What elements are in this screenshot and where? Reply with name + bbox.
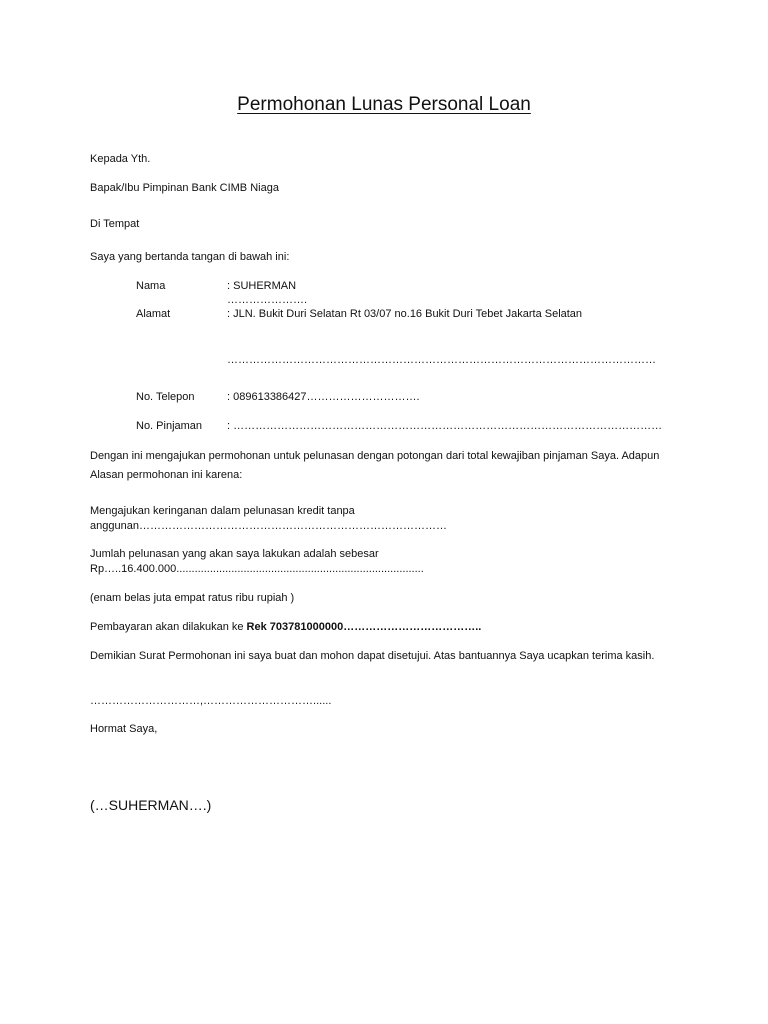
amount-line-2: Rp…..16.400.000................................................................................. (90, 563, 424, 575)
payment-prefix: Pembayaran akan dilakukan ke (90, 621, 247, 633)
alamat-dots: ……………………………………………………………………………………………………… (227, 354, 656, 366)
telepon-label: No. Telepon (136, 391, 195, 403)
body-line-2: Alasan permohonan ini karena: (90, 469, 243, 481)
nama-label: Nama (136, 280, 166, 292)
amount-line-1: Jumlah pelunasan yang akan saya lakukan adalah sebesar (90, 548, 379, 560)
nama-dots: …………………. (227, 294, 308, 306)
nama-value: : SUHERMAN (227, 280, 297, 292)
place-date-line: …………………………,…………………………...... (90, 695, 332, 707)
amount-in-words: (enam belas juta empat ratus ribu rupiah ) (90, 592, 295, 604)
reason-line-2: anggunan………………………………………………………………………… (90, 520, 447, 532)
signature-name: (…SUHERMAN….) (90, 797, 212, 813)
telepon-value: : 089613386427…………………………. (227, 391, 420, 403)
pinjaman-value: : ……………………………………………………………………………………………………… (227, 420, 663, 432)
alamat-label: Alamat (136, 308, 171, 320)
regards: Hormat Saya, (90, 723, 158, 735)
recipient: Bapak/Ibu Pimpinan Bank CIMB Niaga (90, 182, 279, 194)
place: Di Tempat (90, 218, 140, 230)
body-line-1: Dengan ini mengajukan permohonan untuk pelunasan dengan potongan dari total kewajiban pinjaman Saya. Adapun (90, 450, 660, 462)
closing-text: Demikian Surat Permohonan ini saya buat dan mohon dapat disetujui. Atas bantuannya Saya ucapkan terima kasih. (90, 650, 655, 662)
reason-line-1: Mengajukan keringanan dalam pelunasan kredit tanpa (90, 505, 355, 517)
alamat-value: : JLN. Bukit Duri Selatan Rt 03/07 no.16 Bukit Duri Tebet Jakarta Selatan (227, 308, 583, 320)
pinjaman-label: No. Pinjaman (136, 420, 203, 432)
payment-account: Rek 703781000000……………………………….. (246, 621, 482, 633)
greeting: Kepada Yth. (90, 153, 151, 165)
payment-line (90, 621, 481, 634)
document-title: Permohonan Lunas Personal Loan (237, 94, 531, 115)
intro-text: Saya yang bertanda tangan di bawah ini: (90, 251, 290, 263)
